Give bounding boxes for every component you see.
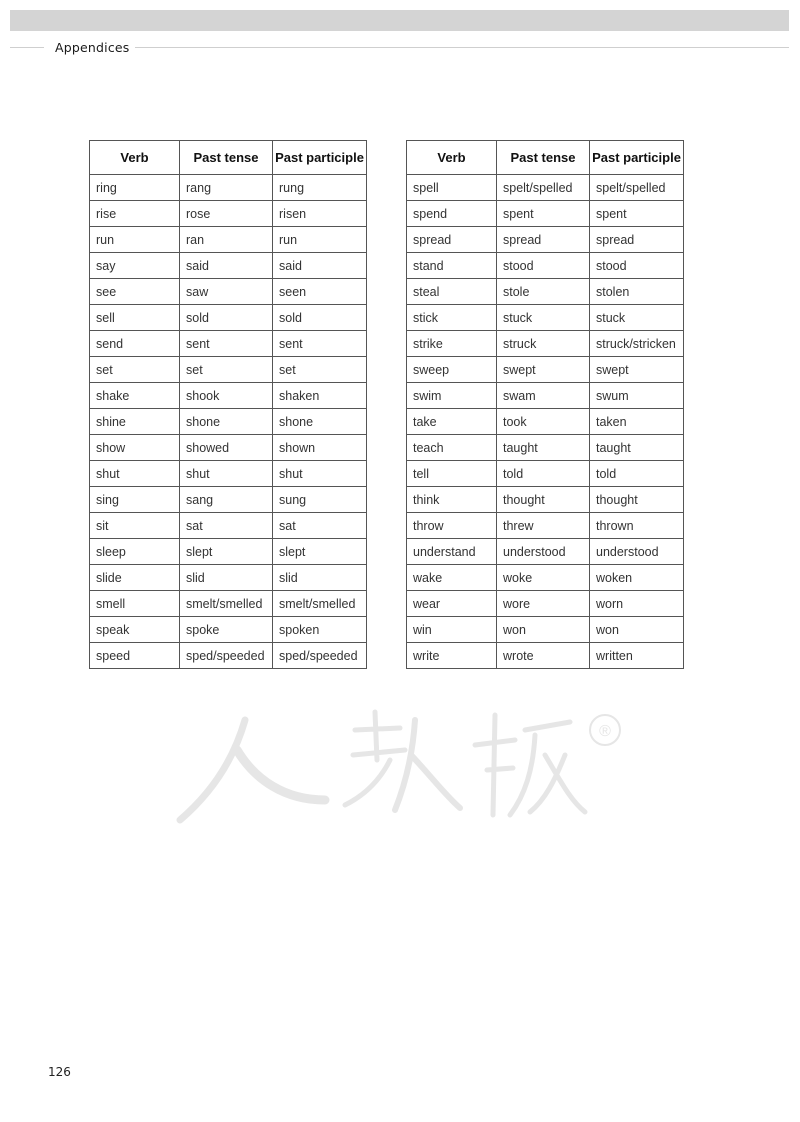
past-participle-cell: swept: [590, 357, 684, 383]
verb-cell: stand: [407, 253, 497, 279]
verb-cell: shine: [90, 409, 180, 435]
verb-cell: smell: [90, 591, 180, 617]
verb-cell: send: [90, 331, 180, 357]
past-tense-cell: rose: [180, 201, 273, 227]
verb-cell: sell: [90, 305, 180, 331]
past-tense-cell: won: [497, 617, 590, 643]
past-tense-cell: saw: [180, 279, 273, 305]
verb-cell: strike: [407, 331, 497, 357]
table-row: [407, 383, 684, 409]
table-row: [90, 461, 367, 487]
table-row: [90, 279, 367, 305]
past-tense-cell: stood: [497, 253, 590, 279]
past-tense-cell: sped/speeded: [180, 643, 273, 669]
past-tense-cell: told: [497, 461, 590, 487]
past-participle-cell: sung: [273, 487, 367, 513]
table-row: [407, 461, 684, 487]
table-header-row: [407, 141, 684, 175]
past-tense-cell: woke: [497, 565, 590, 591]
verb-cell: slide: [90, 565, 180, 591]
past-tense-cell: showed: [180, 435, 273, 461]
past-tense-cell: said: [180, 253, 273, 279]
past-participle-cell: stolen: [590, 279, 684, 305]
verb-cell: spread: [407, 227, 497, 253]
column-header: Verb: [90, 141, 180, 175]
past-participle-cell: rung: [273, 175, 367, 201]
verb-cell: teach: [407, 435, 497, 461]
past-tense-cell: wore: [497, 591, 590, 617]
table-row: [90, 201, 367, 227]
past-tense-cell: sold: [180, 305, 273, 331]
past-tense-cell: slid: [180, 565, 273, 591]
table-row: [90, 175, 367, 201]
past-participle-cell: thrown: [590, 513, 684, 539]
past-tense-cell: swam: [497, 383, 590, 409]
past-participle-cell: spoken: [273, 617, 367, 643]
table-row: [407, 617, 684, 643]
table-row: [90, 539, 367, 565]
verb-table-right: [406, 140, 684, 669]
table-row: [407, 331, 684, 357]
past-tense-cell: sent: [180, 331, 273, 357]
past-participle-cell: sped/speeded: [273, 643, 367, 669]
past-tense-cell: set: [180, 357, 273, 383]
verb-cell: write: [407, 643, 497, 669]
past-tense-cell: swept: [497, 357, 590, 383]
past-participle-cell: shone: [273, 409, 367, 435]
table-row: [90, 331, 367, 357]
header-rule-left: [10, 47, 44, 48]
table-row: [407, 175, 684, 201]
past-participle-cell: shown: [273, 435, 367, 461]
watermark-calligraphy: [180, 712, 585, 820]
past-participle-cell: run: [273, 227, 367, 253]
past-tense-cell: slept: [180, 539, 273, 565]
past-participle-cell: spelt/spelled: [590, 175, 684, 201]
table-row: [407, 513, 684, 539]
past-participle-cell: worn: [590, 591, 684, 617]
past-tense-cell: ran: [180, 227, 273, 253]
table-row: [90, 565, 367, 591]
column-header: Verb: [407, 141, 497, 175]
verb-cell: steal: [407, 279, 497, 305]
past-tense-cell: shut: [180, 461, 273, 487]
header-band: [10, 10, 789, 31]
table-row: [90, 643, 367, 669]
verb-cell: set: [90, 357, 180, 383]
page-number: 126: [48, 1065, 71, 1079]
past-tense-cell: threw: [497, 513, 590, 539]
past-tense-cell: shook: [180, 383, 273, 409]
past-participle-cell: spent: [590, 201, 684, 227]
past-participle-cell: told: [590, 461, 684, 487]
past-participle-cell: swum: [590, 383, 684, 409]
table-row: [90, 357, 367, 383]
past-participle-cell: set: [273, 357, 367, 383]
verb-cell: understand: [407, 539, 497, 565]
past-participle-cell: spread: [590, 227, 684, 253]
table-row: [407, 201, 684, 227]
past-participle-cell: shaken: [273, 383, 367, 409]
verb-cell: win: [407, 617, 497, 643]
past-tense-cell: spent: [497, 201, 590, 227]
past-tense-cell: spelt/spelled: [497, 175, 590, 201]
past-tense-cell: took: [497, 409, 590, 435]
column-header: Past participle: [273, 141, 367, 175]
verb-cell: sit: [90, 513, 180, 539]
past-participle-cell: risen: [273, 201, 367, 227]
past-tense-cell: spread: [497, 227, 590, 253]
verb-cell: spend: [407, 201, 497, 227]
past-tense-cell: thought: [497, 487, 590, 513]
verb-cell: speed: [90, 643, 180, 669]
past-participle-cell: written: [590, 643, 684, 669]
verb-cell: sweep: [407, 357, 497, 383]
past-tense-cell: smelt/smelled: [180, 591, 273, 617]
table-header-row: [90, 141, 367, 175]
table-row: [90, 305, 367, 331]
table-row: [407, 487, 684, 513]
past-participle-cell: thought: [590, 487, 684, 513]
verb-cell: shake: [90, 383, 180, 409]
verb-table-left: [89, 140, 367, 669]
past-tense-cell: understood: [497, 539, 590, 565]
table-row: [90, 383, 367, 409]
table-row: [90, 409, 367, 435]
table-row: [90, 435, 367, 461]
past-tense-cell: shone: [180, 409, 273, 435]
past-tense-cell: rang: [180, 175, 273, 201]
table-row: [407, 591, 684, 617]
table-row: [407, 565, 684, 591]
table-row: [407, 357, 684, 383]
past-tense-cell: stuck: [497, 305, 590, 331]
verb-cell: rise: [90, 201, 180, 227]
past-participle-cell: smelt/smelled: [273, 591, 367, 617]
past-participle-cell: won: [590, 617, 684, 643]
verb-cell: say: [90, 253, 180, 279]
past-participle-cell: stuck: [590, 305, 684, 331]
verb-cell: sing: [90, 487, 180, 513]
table-row: [90, 487, 367, 513]
verb-cell: show: [90, 435, 180, 461]
table-row: [407, 305, 684, 331]
table-row: [90, 227, 367, 253]
verb-cell: think: [407, 487, 497, 513]
verb-cell: wear: [407, 591, 497, 617]
past-participle-cell: struck/stricken: [590, 331, 684, 357]
past-participle-cell: sat: [273, 513, 367, 539]
past-participle-cell: sent: [273, 331, 367, 357]
past-tense-cell: spoke: [180, 617, 273, 643]
table-row: [407, 539, 684, 565]
column-header: Past tense: [180, 141, 273, 175]
verb-cell: run: [90, 227, 180, 253]
verb-cell: take: [407, 409, 497, 435]
table-row: [407, 435, 684, 461]
past-tense-cell: struck: [497, 331, 590, 357]
table-row: [90, 617, 367, 643]
past-tense-cell: sat: [180, 513, 273, 539]
past-participle-cell: sold: [273, 305, 367, 331]
verb-cell: swim: [407, 383, 497, 409]
header-rule-right: [135, 47, 789, 48]
verb-cell: sleep: [90, 539, 180, 565]
past-participle-cell: woken: [590, 565, 684, 591]
verb-cell: spell: [407, 175, 497, 201]
publisher-watermark: [175, 700, 635, 830]
verb-cell: wake: [407, 565, 497, 591]
past-participle-cell: slid: [273, 565, 367, 591]
table-row: [407, 279, 684, 305]
table-row: [407, 253, 684, 279]
past-participle-cell: said: [273, 253, 367, 279]
table-row: [407, 409, 684, 435]
verb-cell: throw: [407, 513, 497, 539]
column-header: Past participle: [590, 141, 684, 175]
past-participle-cell: seen: [273, 279, 367, 305]
past-tense-cell: sang: [180, 487, 273, 513]
table-row: [407, 643, 684, 669]
verb-cell: see: [90, 279, 180, 305]
section-title: Appendices: [55, 40, 130, 55]
past-participle-cell: slept: [273, 539, 367, 565]
past-tense-cell: stole: [497, 279, 590, 305]
past-tense-cell: taught: [497, 435, 590, 461]
past-participle-cell: taught: [590, 435, 684, 461]
past-participle-cell: stood: [590, 253, 684, 279]
verb-cell: stick: [407, 305, 497, 331]
table-row: [90, 591, 367, 617]
table-row: [90, 513, 367, 539]
past-tense-cell: wrote: [497, 643, 590, 669]
table-row: [407, 227, 684, 253]
verb-cell: shut: [90, 461, 180, 487]
verb-cell: ring: [90, 175, 180, 201]
verb-cell: speak: [90, 617, 180, 643]
past-participle-cell: understood: [590, 539, 684, 565]
registered-mark: ®: [599, 723, 611, 740]
column-header: Past tense: [497, 141, 590, 175]
past-participle-cell: shut: [273, 461, 367, 487]
table-row: [90, 253, 367, 279]
verb-cell: tell: [407, 461, 497, 487]
past-participle-cell: taken: [590, 409, 684, 435]
